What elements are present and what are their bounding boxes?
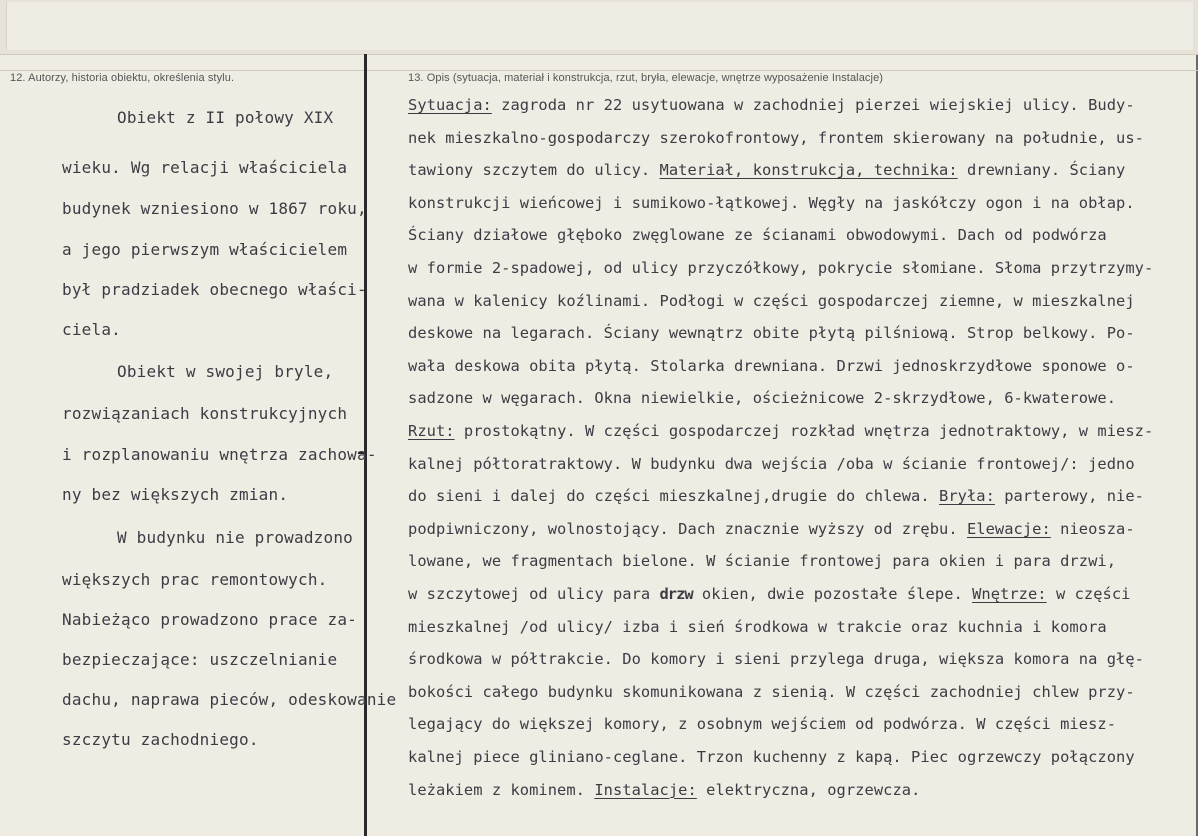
text-segment: prostokątny. W części gospodarczej rozkład wnętrza jednotraktowy, w miesz- (454, 422, 1154, 440)
text-segment: konstrukcji wieńcowej i sumikowo-łątkowej. Węgły na jaskółczy ogon i na obłap. (408, 193, 1135, 212)
left-text-line: większych prac remontowych. (62, 570, 328, 589)
right-text-line (408, 226, 1107, 244)
top-band-inner (6, 2, 1193, 50)
right-text-line (408, 422, 1153, 440)
section-label: Instalacje: (594, 780, 697, 799)
right-text-line (408, 618, 1107, 636)
text-segment: parterowy, nie- (994, 487, 1144, 506)
left-text-line: budynek wzniesiono w 1867 roku, (62, 199, 367, 218)
section-13-heading: 13. Opis (sytuacja, materiał i konstrukcja, rzut, bryła, elewacje, wnętrze wyposażenie Instalacje) (408, 72, 884, 84)
text-segment: podpiwniczony, wolnostojący. Dach znacznie wyższy od zrębu. (408, 519, 967, 538)
text-segment: tawiony szczytem do ulicy. (408, 161, 660, 180)
right-text-line (408, 487, 1144, 505)
text-segment: deskowe na legarach. Ściany wewnątrz obite płytą pilśniową. Strop belkowy. Po- (408, 324, 1135, 343)
right-text-line (408, 324, 1135, 342)
left-text-line: wieku. Wg relacji właściciela (62, 158, 348, 177)
section-label: Wnętrze: (972, 585, 1047, 603)
text-segment: lowane, we fragmentach bielone. W ścianie frontowej para okien i para drzwi, (408, 552, 1117, 571)
left-text-line: Obiekt w swojej bryle, (117, 362, 334, 381)
right-text-line (408, 781, 920, 799)
left-text-line: dachu, naprawa pieców, odeskowanie (62, 690, 397, 709)
right-text-line (408, 552, 1116, 570)
left-text-line: ny bez większych zmian. (62, 485, 289, 504)
right-text-line (408, 96, 1135, 114)
section-label: Materiał, konstrukcja, technika: (659, 161, 958, 180)
left-text-line: bezpieczające: uszczelnianie (62, 650, 338, 669)
header-rule (0, 70, 1198, 71)
text-segment: drewniany. Ściany (957, 161, 1126, 180)
text-segment: Ściany działowe głęboko zwęglowane ze ścianami obwodowymi. Dach od podwórza (408, 226, 1107, 245)
right-text-line (408, 748, 1135, 766)
text-segment: bokości całego budynku skomunikowana z sienią. W części zachodniej chlew przy- (408, 682, 1135, 701)
text-segment: sadzone w węgarach. Okna niewielkie, ościeżnicowe 2-skrzydłowe, 6-kwaterowe. (408, 389, 1117, 408)
text-segment: okien, dwie pozostałe ślepe. (692, 585, 973, 603)
struck-text: drzw (659, 585, 693, 603)
section-label: Sytuacja: (408, 96, 492, 114)
left-text-line: W budynku nie prowadzono (117, 528, 353, 547)
text-segment: mieszkalnej /od ulicy/ izba i sień środkowa w trakcie oraz kuchnia i komora (408, 617, 1107, 636)
right-text-line (408, 520, 1135, 538)
right-text-line (408, 129, 1144, 147)
right-text-line (408, 357, 1135, 375)
text-segment: wała deskowa obita płytą. Stolarka drewniana. Drzwi jednoskrzydłowe sponowe o- (408, 356, 1135, 375)
text-segment: do sieni i dalej do części mieszkalnej,drugie do chlewa. (408, 487, 940, 506)
right-text-line (408, 715, 1116, 733)
section-label: Bryła: (939, 487, 995, 506)
text-segment: kalnej piece gliniano-ceglane. Trzon kuchenny z kapą. Piec ogrzewczy połączony (408, 748, 1135, 766)
left-text-line: Nabieżąco prowadzono prace za- (62, 610, 357, 629)
left-text-line: szczytu zachodniego. (62, 730, 259, 749)
left-text-line: był pradziadek obecnego właści- (62, 280, 367, 299)
right-text-line (408, 683, 1135, 701)
right-text-line (408, 585, 1130, 603)
section-label: Rzut: (408, 422, 455, 440)
text-segment: środkowa w półtrakcie. Do komory i sieni przylega druga, większa komora na głę- (408, 650, 1144, 669)
text-segment: zagroda nr 22 usytuowana w zachodniej pierzei wiejskiej ulicy. Budy- (491, 96, 1135, 114)
left-text-line: Obiekt z II połowy XIX (117, 108, 334, 127)
left-text-line: i rozplanowaniu wnętrza zachowa- (62, 445, 377, 464)
text-segment: nek mieszkalno-gospodarczy szerokofrontowy, frontem skierowany na południe, us- (408, 128, 1144, 147)
right-text-line (408, 292, 1135, 310)
right-text-line (408, 194, 1135, 212)
text-segment: wana w kalenicy koźlinami. Podłogi w części gospodarczej ziemne, w mieszkalnej (408, 291, 1135, 310)
right-text-line (408, 161, 1125, 179)
right-text-line (408, 455, 1135, 473)
text-segment: legający do większej komory, z osobnym wejściem od podwórza. W części miesz- (408, 715, 1117, 734)
right-text-line (408, 650, 1144, 668)
text-segment: leżakiem z kominem. (408, 780, 595, 799)
text-segment: w szczytowej od ulicy para (408, 585, 660, 603)
text-segment: nieosza- (1050, 519, 1135, 538)
text-segment: w części (1046, 585, 1131, 603)
section-label: Elewacje: (966, 519, 1051, 538)
left-text-line: a jego pierwszym właścicielem (62, 240, 348, 259)
top-band (0, 0, 1198, 55)
left-text-line: ciela. (62, 320, 121, 339)
right-text-line (408, 259, 1153, 277)
text-segment: kalnej półtoratraktowy. W budynku dwa wejścia /oba w ścianie frontowej/: jedno (408, 454, 1135, 473)
section-12-heading: 12. Autorzy, historia obiektu, określenia stylu. (10, 72, 235, 84)
right-text-line (408, 389, 1116, 407)
text-segment: elektryczna, ogrzewcza. (696, 780, 921, 799)
text-segment: w formie 2-spadowej, od ulicy przyczółkowy, pokrycie słomiane. Słoma przytrzymy- (408, 259, 1154, 277)
left-text-line: rozwiązaniach konstrukcyjnych (62, 404, 348, 423)
